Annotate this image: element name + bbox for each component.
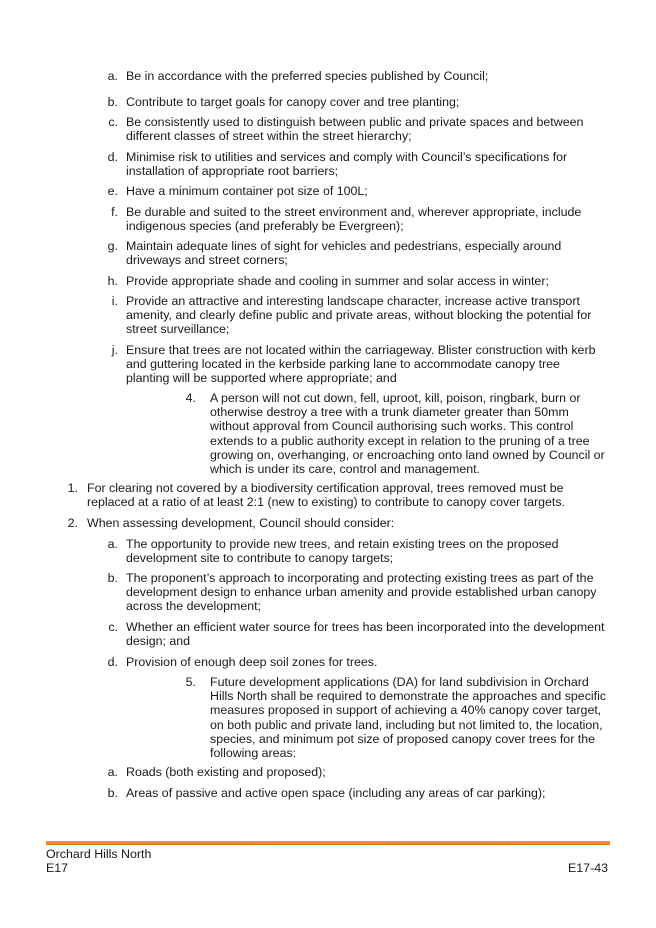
list-item-label: c. bbox=[108, 620, 118, 634]
list-item-label: 2. bbox=[67, 516, 78, 530]
item-5-number: 5. bbox=[185, 675, 196, 689]
list-item-text: Contribute to target goals for canopy cover and tree planting; bbox=[126, 95, 460, 109]
list-item-text: When assessing development, Council should consider: bbox=[87, 516, 395, 530]
list-item-text: Areas of passive and active open space (including any areas of car parking); bbox=[126, 786, 546, 800]
list-item-text: The opportunity to provide new trees, and retain existing trees on the proposed development site to contribute to canopy targets; bbox=[126, 537, 559, 566]
list-item-label: a. bbox=[107, 537, 118, 551]
list-item-label: b. bbox=[107, 786, 118, 800]
list-item-text: Be consistently used to distinguish between public and private spaces and between different classes of street within the street hierarchy; bbox=[126, 115, 584, 144]
list-item-text: Minimise risk to utilities and services and comply with Council’s specifications for installation of appropriate root barriers; bbox=[126, 150, 568, 179]
list-item-label: c. bbox=[108, 115, 118, 129]
page-number: E17-43 bbox=[568, 861, 608, 875]
list-item-label: d. bbox=[107, 150, 118, 164]
list-item-text: Provide an attractive and interesting landscape character, increase active transport amenity, and clearly define public and private areas, without blocking the potential for street surveillance; bbox=[126, 294, 592, 337]
item-5-text: Future development applications (DA) for land subdivision in Orchard Hills North shall be required to demonstrate the approaches and specific measures proposed in support of achieving a 40% canopy cover target, on both public and private land, including but not limited to, the location, species, and minimum pot size of proposed canopy cover trees for the following areas: bbox=[210, 675, 607, 761]
list-item-text: Roads (both existing and proposed); bbox=[126, 765, 326, 779]
list-item-text: Maintain adequate lines of sight for vehicles and pedestrians, especially around driveways and street corners; bbox=[126, 239, 562, 268]
footer-section: E17 bbox=[46, 861, 69, 875]
list-item-text: Provide appropriate shade and cooling in summer and solar access in winter; bbox=[126, 274, 549, 288]
list-item-label: e. bbox=[107, 184, 118, 198]
list-item-text: The proponent’s approach to incorporating and protecting existing trees as part of the development design to enhance urban amenity and provide established urban canopy across the development; bbox=[126, 571, 597, 614]
list-item-text: Be in accordance with the preferred species published by Council; bbox=[126, 69, 489, 83]
footer-title: Orchard Hills North bbox=[46, 847, 152, 861]
list-item-text: Whether an efficient water source for trees has been incorporated into the development design; and bbox=[126, 620, 605, 649]
list-item-label: a. bbox=[107, 765, 118, 779]
list-item-label: h. bbox=[107, 274, 118, 288]
footer-rule bbox=[46, 841, 610, 845]
list-item-label: d. bbox=[107, 655, 118, 669]
item-4-number: 4. bbox=[185, 391, 196, 405]
list-item-text: Be durable and suited to the street environment and, wherever appropriate, include indigenous species (and preferably be Evergreen); bbox=[126, 205, 582, 234]
list-item-label: b. bbox=[107, 571, 118, 585]
list-item-text: Have a minimum container pot size of 100L; bbox=[126, 184, 368, 198]
list-item-label: b. bbox=[107, 95, 118, 109]
list-item-label: a. bbox=[107, 69, 118, 83]
list-item-label: i. bbox=[111, 294, 118, 308]
list-item-label: g. bbox=[107, 239, 118, 253]
list-item-label: f. bbox=[111, 205, 118, 219]
list-item-text: For clearing not covered by a biodiversity certification approval, trees removed must be replaced at a ratio of at least 2:1 (new to existing) to contribute to canopy cover targets. bbox=[87, 481, 565, 510]
list-item-label: 1. bbox=[67, 481, 78, 495]
list-item-label: j. bbox=[111, 343, 118, 357]
item-4-text: A person will not cut down, fell, uproot, kill, poison, ringbark, burn or otherwise destroy a tree with a trunk diameter greater than 50mm without approval from Council authorising such works. This control extends to a public authority except in relation to the pruning of a tree growing on, overhanging, or encroaching onto land owned by Council or which is under its care, control and management. bbox=[210, 391, 605, 477]
list-item-text: Provision of enough deep soil zones for trees. bbox=[126, 655, 378, 669]
list-item-text: Ensure that trees are not located within the carriageway. Blister construction with kerb and guttering located in the kerbside parking lane to accommodate canopy tree planting will be supported where appropriate; and bbox=[126, 343, 596, 386]
